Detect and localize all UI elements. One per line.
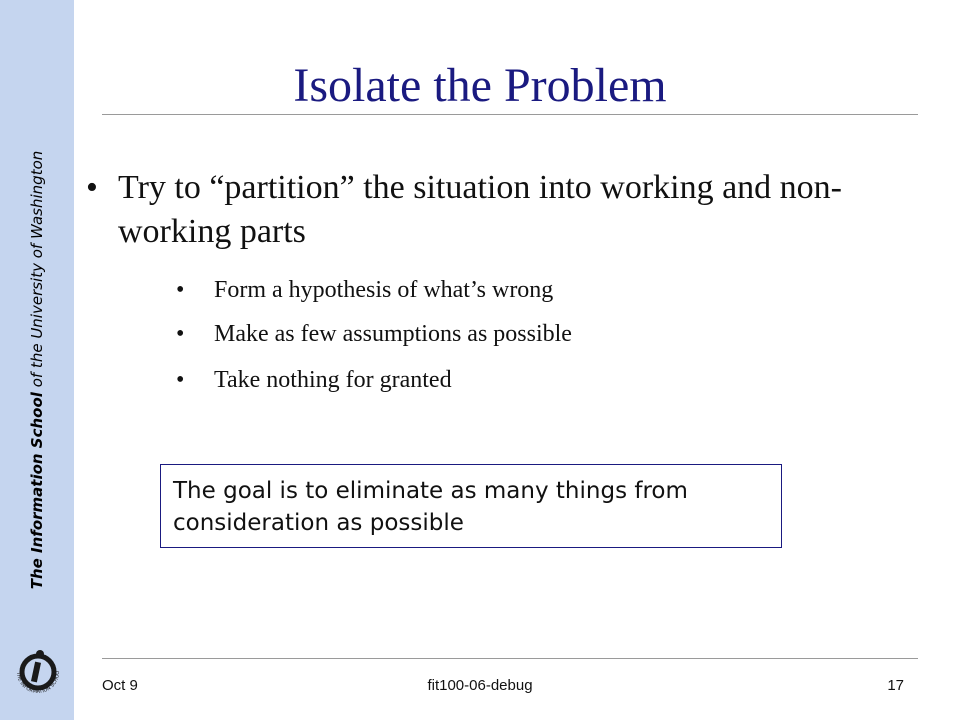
callout-box: The goal is to eliminate as many things from consideration as possible	[160, 464, 782, 548]
main-bullet	[86, 166, 916, 254]
sidebar-university-name: of the University of Washington	[28, 150, 46, 393]
bullet-icon: •	[176, 277, 185, 303]
sidebar	[0, 0, 74, 720]
footer-date: Oct 9	[102, 677, 138, 694]
footer-page-number: 17	[887, 677, 904, 694]
sidebar-institution-text	[25, 70, 49, 670]
logo-text: THE INFORMATION SCHOO	[14, 670, 62, 696]
sub-bullet-text: Make as few assumptions as possible	[214, 321, 572, 347]
main-bullet-text: Try to “partition” the situation into working and non-working parts	[118, 169, 842, 250]
bullet-icon: •	[176, 367, 185, 393]
sub-bullet	[176, 274, 876, 306]
slide-title: Isolate the Problem	[293, 59, 667, 112]
bullet-icon: •	[86, 169, 98, 206]
sub-bullet-text: Form a hypothesis of what’s wrong	[214, 277, 554, 303]
sub-bullet-text: Take nothing for granted	[214, 367, 452, 393]
footer-filename: fit100-06-debug	[427, 677, 533, 694]
bullet-icon: •	[176, 321, 185, 347]
title-divider	[102, 114, 918, 115]
sidebar-school-name: The Information School	[28, 392, 46, 590]
ischool-logo-icon	[9, 640, 67, 704]
sub-bullet	[176, 318, 876, 350]
sub-bullet	[176, 364, 876, 396]
footer-divider	[102, 658, 918, 659]
